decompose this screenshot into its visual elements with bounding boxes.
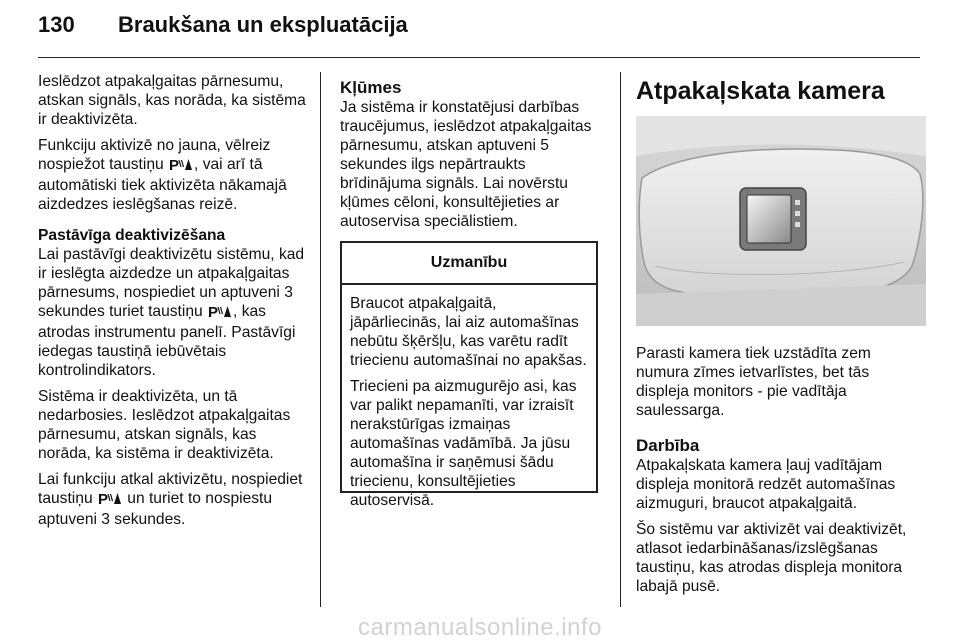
paragraph: Triecieni pa aizmugurējo asi, kas var palikt nepamanīti, var izraisīt nerakstūrīgas izmaiņas automašīnas vadāmībā. Ja jūsu automašīna ir saņēmusi šādu triecienu, konsultējieties autoservisā.	[350, 378, 577, 509]
caution-title: Uzmanību	[342, 243, 596, 285]
paragraph: Sistēma ir deaktivizēta, un tā nedarbosies. Ieslēdzot atpakaļgaitas pārnesumu, atskan signāls, kas norāda, ka sistēma ir deaktivizēta.	[38, 388, 291, 462]
paragraph: Braucot atpakaļgaitā, jāpārliecinās, lai aiz automašīnas nebūtu šķēršļu, kas varētu radīt triecienu automašīnai no apakšas.	[350, 295, 587, 369]
section-title: Atpakaļskata kamera	[636, 77, 885, 105]
paragraph: Ja sistēma ir konstatējusi darbības traucējumus, ieslēdzot atpakaļgaitas pārnesumu, atskan aptuveni 5 sekundes ilgs nepārtraukts brīdinājuma signāls. Lai novērstu kļūmes cēloni, konsultējieties ar autoservisa speciālistiem.	[340, 99, 592, 230]
svg-text:P: P	[169, 157, 180, 171]
column-right	[636, 72, 926, 603]
text-run: Funkciju aktivizē no jauna, vēlreiz nospiežot taustiņu	[38, 137, 271, 173]
column-divider	[320, 72, 321, 607]
svg-text:P: P	[208, 304, 219, 318]
caution-box	[340, 241, 598, 509]
paragraph	[38, 136, 310, 214]
text-run: Lai pastāvīgi deaktivizētu sistēmu, kad ir ieslēgta aizdedze un atpakaļgaitas pārnesums, nospiediet un aptuveni 3 sekundes turiet taustiņu	[38, 246, 305, 320]
paragraph: Parasti kamera tiek uzstādīta zem numura zīmes ietvarlīstes, bet tās displeja monitors - pie vadītāja saulessarga.	[636, 345, 871, 419]
section-heading: Kļūmes	[340, 78, 402, 97]
subsection-heading: Darbība	[636, 436, 700, 455]
text-run: , vai arī tā automātiski tiek aktivizēta nākamajā aizdedzes ieslēgšanas reizē.	[38, 156, 287, 213]
page-number: 130	[38, 12, 75, 37]
text-run: , kas atrodas instrumentu panelī. Pastāvīgi iedegas taustiņā iebūvētais kontrolindikators.	[38, 303, 296, 379]
parking-assist-button-icon	[169, 157, 193, 176]
text-run: Lai funkciju atkal aktivizētu, nospiediet taustiņu	[38, 471, 303, 507]
page-header	[38, 12, 408, 52]
parking-assist-button-icon	[98, 491, 122, 510]
paragraph	[38, 245, 310, 380]
paragraph: Atpakaļskata kamera ļauj vadītājam displeja monitorā redzēt automašīnas aizmuguri, braucot atpakaļgaitā.	[636, 457, 896, 512]
chapter-title: Braukšana un ekspluatācija	[118, 12, 408, 37]
svg-text:P: P	[97, 491, 108, 505]
column-divider	[620, 72, 621, 607]
caution-body	[342, 285, 596, 523]
watermark: carmanualsonline.info	[358, 614, 602, 641]
column-middle	[340, 72, 605, 509]
subheading: Pastāvīga deaktivizēšana	[38, 227, 226, 244]
paragraph	[38, 470, 310, 529]
text-run: un turiet to nospiestu aptuveni 3 sekundes.	[38, 490, 273, 528]
header-rule	[38, 57, 920, 58]
paragraph: Šo sistēmu var aktivizēt vai deaktivizēt, atlasot iedarbināšanas/izslēgšanas taustiņu, kas atrodas displeja monitora labajā pusē.	[636, 521, 907, 595]
parking-assist-button-icon	[208, 304, 232, 323]
column-left	[38, 72, 310, 536]
sun-visor-display-illustration	[636, 116, 926, 326]
paragraph: Ieslēdzot atpakaļgaitas pārnesumu, atskan signāls, kas norāda, ka sistēma ir deaktivizēta.	[38, 73, 306, 128]
